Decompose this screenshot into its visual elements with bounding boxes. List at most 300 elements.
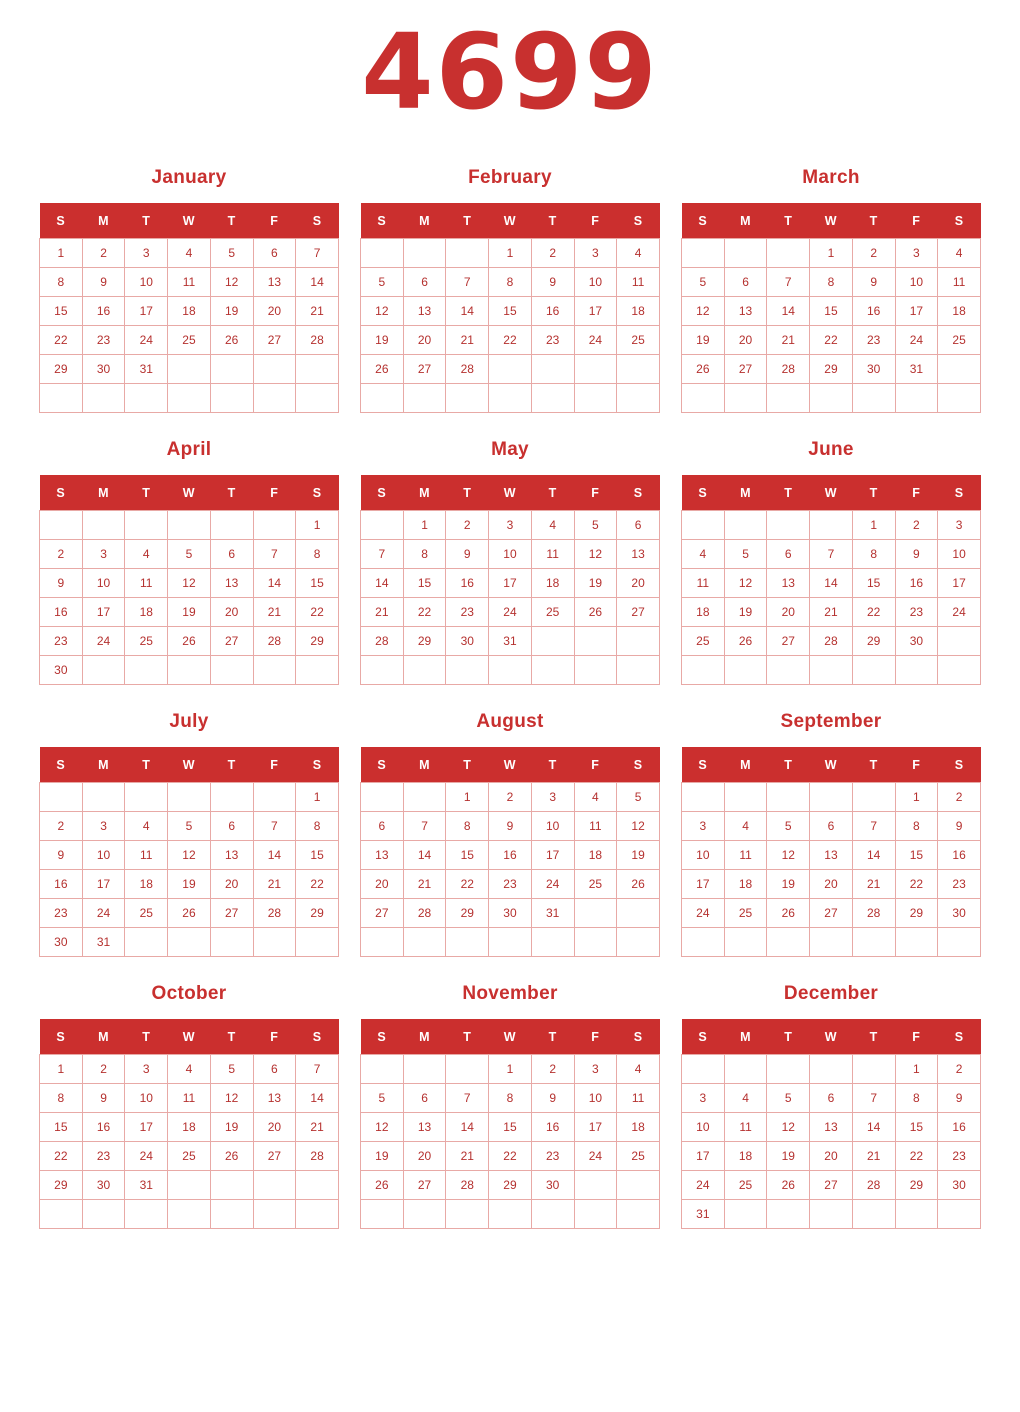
day-cell[interactable]: 11 <box>617 1084 660 1113</box>
day-cell[interactable]: 26 <box>767 899 810 928</box>
day-cell[interactable]: 7 <box>810 540 853 569</box>
day-cell[interactable]: 13 <box>403 297 446 326</box>
day-cell[interactable]: 1 <box>489 1055 532 1084</box>
day-cell[interactable]: 27 <box>810 899 853 928</box>
day-cell[interactable]: 8 <box>489 1084 532 1113</box>
day-cell[interactable]: 12 <box>617 812 660 841</box>
day-cell[interactable]: 10 <box>82 841 125 870</box>
day-cell[interactable]: 11 <box>617 268 660 297</box>
day-cell[interactable]: 28 <box>296 1142 339 1171</box>
day-cell[interactable]: 28 <box>296 326 339 355</box>
day-cell[interactable]: 30 <box>446 627 489 656</box>
day-cell[interactable]: 10 <box>574 1084 617 1113</box>
day-cell[interactable]: 26 <box>168 899 211 928</box>
day-cell[interactable]: 22 <box>489 1142 532 1171</box>
day-cell[interactable]: 20 <box>403 1142 446 1171</box>
day-cell[interactable]: 2 <box>852 239 895 268</box>
day-cell[interactable]: 31 <box>125 355 168 384</box>
day-cell[interactable]: 5 <box>682 268 725 297</box>
day-cell[interactable]: 14 <box>403 841 446 870</box>
day-cell[interactable]: 28 <box>810 627 853 656</box>
day-cell[interactable]: 16 <box>938 1113 981 1142</box>
day-cell[interactable]: 12 <box>767 841 810 870</box>
day-cell[interactable]: 9 <box>82 1084 125 1113</box>
day-cell[interactable]: 16 <box>852 297 895 326</box>
day-cell[interactable]: 22 <box>895 870 938 899</box>
day-cell[interactable]: 3 <box>125 239 168 268</box>
day-cell[interactable]: 20 <box>361 870 404 899</box>
day-cell[interactable]: 29 <box>810 355 853 384</box>
day-cell[interactable]: 27 <box>617 598 660 627</box>
day-cell[interactable]: 16 <box>40 598 83 627</box>
day-cell[interactable]: 1 <box>852 511 895 540</box>
day-cell[interactable]: 2 <box>40 540 83 569</box>
day-cell[interactable]: 14 <box>296 268 339 297</box>
day-cell[interactable]: 4 <box>682 540 725 569</box>
day-cell[interactable]: 25 <box>617 326 660 355</box>
day-cell[interactable]: 8 <box>296 812 339 841</box>
day-cell[interactable]: 11 <box>168 1084 211 1113</box>
day-cell[interactable]: 19 <box>767 1142 810 1171</box>
day-cell[interactable]: 29 <box>489 1171 532 1200</box>
day-cell[interactable]: 8 <box>446 812 489 841</box>
day-cell[interactable]: 30 <box>531 1171 574 1200</box>
day-cell[interactable]: 11 <box>938 268 981 297</box>
day-cell[interactable]: 17 <box>125 297 168 326</box>
day-cell[interactable]: 10 <box>682 841 725 870</box>
day-cell[interactable]: 30 <box>82 355 125 384</box>
day-cell[interactable]: 30 <box>938 899 981 928</box>
day-cell[interactable]: 26 <box>168 627 211 656</box>
day-cell[interactable]: 24 <box>82 627 125 656</box>
day-cell[interactable]: 1 <box>40 1055 83 1084</box>
day-cell[interactable]: 5 <box>767 1084 810 1113</box>
day-cell[interactable]: 23 <box>531 326 574 355</box>
day-cell[interactable]: 13 <box>810 1113 853 1142</box>
day-cell[interactable]: 1 <box>446 783 489 812</box>
day-cell[interactable]: 13 <box>210 841 253 870</box>
day-cell[interactable]: 30 <box>489 899 532 928</box>
day-cell[interactable]: 24 <box>574 1142 617 1171</box>
day-cell[interactable]: 9 <box>531 268 574 297</box>
day-cell[interactable]: 4 <box>617 1055 660 1084</box>
day-cell[interactable]: 5 <box>168 540 211 569</box>
day-cell[interactable]: 13 <box>403 1113 446 1142</box>
day-cell[interactable]: 21 <box>446 326 489 355</box>
day-cell[interactable]: 17 <box>125 1113 168 1142</box>
day-cell[interactable]: 13 <box>210 569 253 598</box>
day-cell[interactable]: 31 <box>531 899 574 928</box>
day-cell[interactable]: 18 <box>617 1113 660 1142</box>
day-cell[interactable]: 6 <box>361 812 404 841</box>
day-cell[interactable]: 2 <box>895 511 938 540</box>
day-cell[interactable]: 25 <box>574 870 617 899</box>
day-cell[interactable]: 30 <box>82 1171 125 1200</box>
day-cell[interactable]: 11 <box>682 569 725 598</box>
day-cell[interactable]: 23 <box>489 870 532 899</box>
day-cell[interactable]: 24 <box>82 899 125 928</box>
day-cell[interactable]: 3 <box>895 239 938 268</box>
day-cell[interactable]: 1 <box>895 783 938 812</box>
day-cell[interactable]: 13 <box>810 841 853 870</box>
day-cell[interactable]: 20 <box>810 870 853 899</box>
day-cell[interactable]: 11 <box>724 1113 767 1142</box>
day-cell[interactable]: 15 <box>40 1113 83 1142</box>
day-cell[interactable]: 5 <box>361 1084 404 1113</box>
day-cell[interactable]: 15 <box>895 841 938 870</box>
day-cell[interactable]: 8 <box>40 1084 83 1113</box>
day-cell[interactable]: 12 <box>361 1113 404 1142</box>
day-cell[interactable]: 18 <box>168 1113 211 1142</box>
day-cell[interactable]: 12 <box>168 841 211 870</box>
day-cell[interactable]: 14 <box>253 569 296 598</box>
day-cell[interactable]: 16 <box>446 569 489 598</box>
day-cell[interactable]: 18 <box>682 598 725 627</box>
day-cell[interactable]: 10 <box>125 268 168 297</box>
day-cell[interactable]: 22 <box>446 870 489 899</box>
day-cell[interactable]: 11 <box>125 569 168 598</box>
day-cell[interactable]: 13 <box>724 297 767 326</box>
day-cell[interactable]: 27 <box>810 1171 853 1200</box>
day-cell[interactable]: 17 <box>682 1142 725 1171</box>
day-cell[interactable]: 24 <box>125 1142 168 1171</box>
day-cell[interactable]: 7 <box>446 1084 489 1113</box>
day-cell[interactable]: 26 <box>682 355 725 384</box>
day-cell[interactable]: 6 <box>403 268 446 297</box>
day-cell[interactable]: 12 <box>210 1084 253 1113</box>
day-cell[interactable]: 18 <box>125 870 168 899</box>
day-cell[interactable]: 31 <box>895 355 938 384</box>
day-cell[interactable]: 5 <box>210 1055 253 1084</box>
day-cell[interactable]: 9 <box>40 841 83 870</box>
day-cell[interactable]: 19 <box>682 326 725 355</box>
day-cell[interactable]: 23 <box>852 326 895 355</box>
day-cell[interactable]: 24 <box>895 326 938 355</box>
day-cell[interactable]: 3 <box>82 812 125 841</box>
day-cell[interactable]: 19 <box>361 1142 404 1171</box>
day-cell[interactable]: 10 <box>489 540 532 569</box>
day-cell[interactable]: 14 <box>361 569 404 598</box>
day-cell[interactable]: 26 <box>210 326 253 355</box>
day-cell[interactable]: 27 <box>403 355 446 384</box>
day-cell[interactable]: 12 <box>574 540 617 569</box>
day-cell[interactable]: 18 <box>724 1142 767 1171</box>
day-cell[interactable]: 31 <box>125 1171 168 1200</box>
day-cell[interactable]: 18 <box>938 297 981 326</box>
day-cell[interactable]: 28 <box>446 355 489 384</box>
day-cell[interactable]: 7 <box>296 239 339 268</box>
day-cell[interactable]: 17 <box>895 297 938 326</box>
day-cell[interactable]: 16 <box>489 841 532 870</box>
day-cell[interactable]: 8 <box>810 268 853 297</box>
day-cell[interactable]: 26 <box>574 598 617 627</box>
day-cell[interactable]: 16 <box>531 1113 574 1142</box>
day-cell[interactable]: 18 <box>724 870 767 899</box>
day-cell[interactable]: 13 <box>253 1084 296 1113</box>
day-cell[interactable]: 22 <box>296 870 339 899</box>
day-cell[interactable]: 25 <box>125 627 168 656</box>
day-cell[interactable]: 6 <box>724 268 767 297</box>
day-cell[interactable]: 3 <box>682 1084 725 1113</box>
day-cell[interactable]: 15 <box>810 297 853 326</box>
day-cell[interactable]: 20 <box>253 297 296 326</box>
day-cell[interactable]: 20 <box>210 870 253 899</box>
day-cell[interactable]: 24 <box>938 598 981 627</box>
day-cell[interactable]: 2 <box>489 783 532 812</box>
day-cell[interactable]: 23 <box>40 899 83 928</box>
day-cell[interactable]: 21 <box>810 598 853 627</box>
day-cell[interactable]: 5 <box>617 783 660 812</box>
day-cell[interactable]: 20 <box>403 326 446 355</box>
day-cell[interactable]: 25 <box>125 899 168 928</box>
day-cell[interactable]: 7 <box>852 1084 895 1113</box>
day-cell[interactable]: 5 <box>767 812 810 841</box>
day-cell[interactable]: 22 <box>403 598 446 627</box>
day-cell[interactable]: 19 <box>361 326 404 355</box>
day-cell[interactable]: 17 <box>574 297 617 326</box>
day-cell[interactable]: 30 <box>40 928 83 957</box>
day-cell[interactable]: 20 <box>210 598 253 627</box>
day-cell[interactable]: 7 <box>852 812 895 841</box>
day-cell[interactable]: 7 <box>403 812 446 841</box>
day-cell[interactable]: 1 <box>489 239 532 268</box>
day-cell[interactable]: 6 <box>253 239 296 268</box>
day-cell[interactable]: 15 <box>489 1113 532 1142</box>
day-cell[interactable]: 29 <box>296 627 339 656</box>
day-cell[interactable]: 3 <box>82 540 125 569</box>
day-cell[interactable]: 29 <box>40 1171 83 1200</box>
day-cell[interactable]: 13 <box>767 569 810 598</box>
day-cell[interactable]: 9 <box>531 1084 574 1113</box>
day-cell[interactable]: 23 <box>938 870 981 899</box>
day-cell[interactable]: 29 <box>895 899 938 928</box>
day-cell[interactable]: 11 <box>125 841 168 870</box>
day-cell[interactable]: 10 <box>531 812 574 841</box>
day-cell[interactable]: 6 <box>617 511 660 540</box>
day-cell[interactable]: 10 <box>938 540 981 569</box>
day-cell[interactable]: 18 <box>574 841 617 870</box>
day-cell[interactable]: 19 <box>168 870 211 899</box>
day-cell[interactable]: 1 <box>296 783 339 812</box>
day-cell[interactable]: 25 <box>168 1142 211 1171</box>
day-cell[interactable]: 25 <box>938 326 981 355</box>
day-cell[interactable]: 3 <box>574 239 617 268</box>
day-cell[interactable]: 26 <box>617 870 660 899</box>
day-cell[interactable]: 7 <box>361 540 404 569</box>
day-cell[interactable]: 5 <box>210 239 253 268</box>
day-cell[interactable]: 1 <box>296 511 339 540</box>
day-cell[interactable]: 4 <box>724 1084 767 1113</box>
day-cell[interactable]: 14 <box>446 1113 489 1142</box>
day-cell[interactable]: 31 <box>682 1200 725 1229</box>
day-cell[interactable]: 19 <box>724 598 767 627</box>
day-cell[interactable]: 15 <box>296 569 339 598</box>
day-cell[interactable]: 8 <box>40 268 83 297</box>
day-cell[interactable]: 10 <box>82 569 125 598</box>
day-cell[interactable]: 16 <box>82 1113 125 1142</box>
day-cell[interactable]: 16 <box>531 297 574 326</box>
day-cell[interactable]: 11 <box>724 841 767 870</box>
day-cell[interactable]: 23 <box>82 1142 125 1171</box>
day-cell[interactable]: 26 <box>724 627 767 656</box>
day-cell[interactable]: 4 <box>168 239 211 268</box>
day-cell[interactable]: 14 <box>446 297 489 326</box>
day-cell[interactable]: 24 <box>682 1171 725 1200</box>
day-cell[interactable]: 8 <box>403 540 446 569</box>
day-cell[interactable]: 25 <box>724 1171 767 1200</box>
day-cell[interactable]: 7 <box>767 268 810 297</box>
day-cell[interactable]: 12 <box>767 1113 810 1142</box>
day-cell[interactable]: 23 <box>895 598 938 627</box>
day-cell[interactable]: 15 <box>852 569 895 598</box>
day-cell[interactable]: 23 <box>40 627 83 656</box>
day-cell[interactable]: 28 <box>253 627 296 656</box>
day-cell[interactable]: 10 <box>895 268 938 297</box>
day-cell[interactable]: 29 <box>852 627 895 656</box>
day-cell[interactable]: 24 <box>682 899 725 928</box>
day-cell[interactable]: 9 <box>446 540 489 569</box>
day-cell[interactable]: 20 <box>810 1142 853 1171</box>
day-cell[interactable]: 3 <box>125 1055 168 1084</box>
day-cell[interactable]: 17 <box>574 1113 617 1142</box>
day-cell[interactable]: 28 <box>767 355 810 384</box>
day-cell[interactable]: 22 <box>40 1142 83 1171</box>
day-cell[interactable]: 11 <box>574 812 617 841</box>
day-cell[interactable]: 10 <box>682 1113 725 1142</box>
day-cell[interactable]: 27 <box>724 355 767 384</box>
day-cell[interactable]: 9 <box>938 1084 981 1113</box>
day-cell[interactable]: 3 <box>938 511 981 540</box>
day-cell[interactable]: 4 <box>617 239 660 268</box>
day-cell[interactable]: 13 <box>253 268 296 297</box>
day-cell[interactable]: 2 <box>531 1055 574 1084</box>
day-cell[interactable]: 4 <box>724 812 767 841</box>
day-cell[interactable]: 27 <box>767 627 810 656</box>
day-cell[interactable]: 19 <box>767 870 810 899</box>
day-cell[interactable]: 27 <box>253 1142 296 1171</box>
day-cell[interactable]: 3 <box>574 1055 617 1084</box>
day-cell[interactable]: 8 <box>296 540 339 569</box>
day-cell[interactable]: 28 <box>403 899 446 928</box>
day-cell[interactable]: 15 <box>40 297 83 326</box>
day-cell[interactable]: 2 <box>938 783 981 812</box>
day-cell[interactable]: 18 <box>168 297 211 326</box>
day-cell[interactable]: 24 <box>574 326 617 355</box>
day-cell[interactable]: 25 <box>682 627 725 656</box>
day-cell[interactable]: 29 <box>446 899 489 928</box>
day-cell[interactable]: 21 <box>767 326 810 355</box>
day-cell[interactable]: 26 <box>361 1171 404 1200</box>
day-cell[interactable]: 31 <box>489 627 532 656</box>
day-cell[interactable]: 20 <box>724 326 767 355</box>
day-cell[interactable]: 19 <box>210 1113 253 1142</box>
day-cell[interactable]: 22 <box>810 326 853 355</box>
day-cell[interactable]: 30 <box>895 627 938 656</box>
day-cell[interactable]: 22 <box>895 1142 938 1171</box>
day-cell[interactable]: 25 <box>531 598 574 627</box>
day-cell[interactable]: 1 <box>40 239 83 268</box>
day-cell[interactable]: 8 <box>895 1084 938 1113</box>
day-cell[interactable]: 27 <box>210 627 253 656</box>
day-cell[interactable]: 16 <box>40 870 83 899</box>
day-cell[interactable]: 24 <box>531 870 574 899</box>
day-cell[interactable]: 21 <box>361 598 404 627</box>
day-cell[interactable]: 20 <box>617 569 660 598</box>
day-cell[interactable]: 6 <box>253 1055 296 1084</box>
day-cell[interactable]: 17 <box>489 569 532 598</box>
day-cell[interactable]: 23 <box>446 598 489 627</box>
day-cell[interactable]: 29 <box>895 1171 938 1200</box>
day-cell[interactable]: 3 <box>489 511 532 540</box>
day-cell[interactable]: 6 <box>767 540 810 569</box>
day-cell[interactable]: 30 <box>852 355 895 384</box>
day-cell[interactable]: 10 <box>125 1084 168 1113</box>
day-cell[interactable]: 7 <box>446 268 489 297</box>
day-cell[interactable]: 18 <box>531 569 574 598</box>
day-cell[interactable]: 8 <box>852 540 895 569</box>
day-cell[interactable]: 19 <box>574 569 617 598</box>
day-cell[interactable]: 24 <box>489 598 532 627</box>
day-cell[interactable]: 14 <box>810 569 853 598</box>
day-cell[interactable]: 13 <box>617 540 660 569</box>
day-cell[interactable]: 14 <box>852 1113 895 1142</box>
day-cell[interactable]: 18 <box>125 598 168 627</box>
day-cell[interactable]: 26 <box>361 355 404 384</box>
day-cell[interactable]: 6 <box>210 540 253 569</box>
day-cell[interactable]: 6 <box>403 1084 446 1113</box>
day-cell[interactable]: 4 <box>125 540 168 569</box>
day-cell[interactable]: 20 <box>253 1113 296 1142</box>
day-cell[interactable]: 6 <box>810 812 853 841</box>
day-cell[interactable]: 25 <box>168 326 211 355</box>
day-cell[interactable]: 15 <box>489 297 532 326</box>
day-cell[interactable]: 9 <box>852 268 895 297</box>
day-cell[interactable]: 21 <box>446 1142 489 1171</box>
day-cell[interactable]: 15 <box>446 841 489 870</box>
day-cell[interactable]: 21 <box>296 297 339 326</box>
day-cell[interactable]: 14 <box>852 841 895 870</box>
day-cell[interactable]: 20 <box>767 598 810 627</box>
day-cell[interactable]: 1 <box>895 1055 938 1084</box>
day-cell[interactable]: 21 <box>296 1113 339 1142</box>
day-cell[interactable]: 22 <box>852 598 895 627</box>
day-cell[interactable]: 28 <box>361 627 404 656</box>
day-cell[interactable]: 19 <box>617 841 660 870</box>
day-cell[interactable]: 5 <box>574 511 617 540</box>
day-cell[interactable]: 16 <box>938 841 981 870</box>
day-cell[interactable]: 2 <box>938 1055 981 1084</box>
day-cell[interactable]: 12 <box>682 297 725 326</box>
day-cell[interactable]: 21 <box>852 1142 895 1171</box>
day-cell[interactable]: 9 <box>82 268 125 297</box>
day-cell[interactable]: 21 <box>403 870 446 899</box>
day-cell[interactable]: 5 <box>168 812 211 841</box>
day-cell[interactable]: 26 <box>210 1142 253 1171</box>
day-cell[interactable]: 22 <box>296 598 339 627</box>
day-cell[interactable]: 9 <box>40 569 83 598</box>
day-cell[interactable]: 1 <box>403 511 446 540</box>
day-cell[interactable]: 8 <box>895 812 938 841</box>
day-cell[interactable]: 4 <box>938 239 981 268</box>
day-cell[interactable]: 13 <box>361 841 404 870</box>
day-cell[interactable]: 29 <box>296 899 339 928</box>
day-cell[interactable]: 29 <box>403 627 446 656</box>
day-cell[interactable]: 19 <box>168 598 211 627</box>
day-cell[interactable]: 11 <box>531 540 574 569</box>
day-cell[interactable]: 21 <box>253 598 296 627</box>
day-cell[interactable]: 7 <box>253 812 296 841</box>
day-cell[interactable]: 26 <box>767 1171 810 1200</box>
